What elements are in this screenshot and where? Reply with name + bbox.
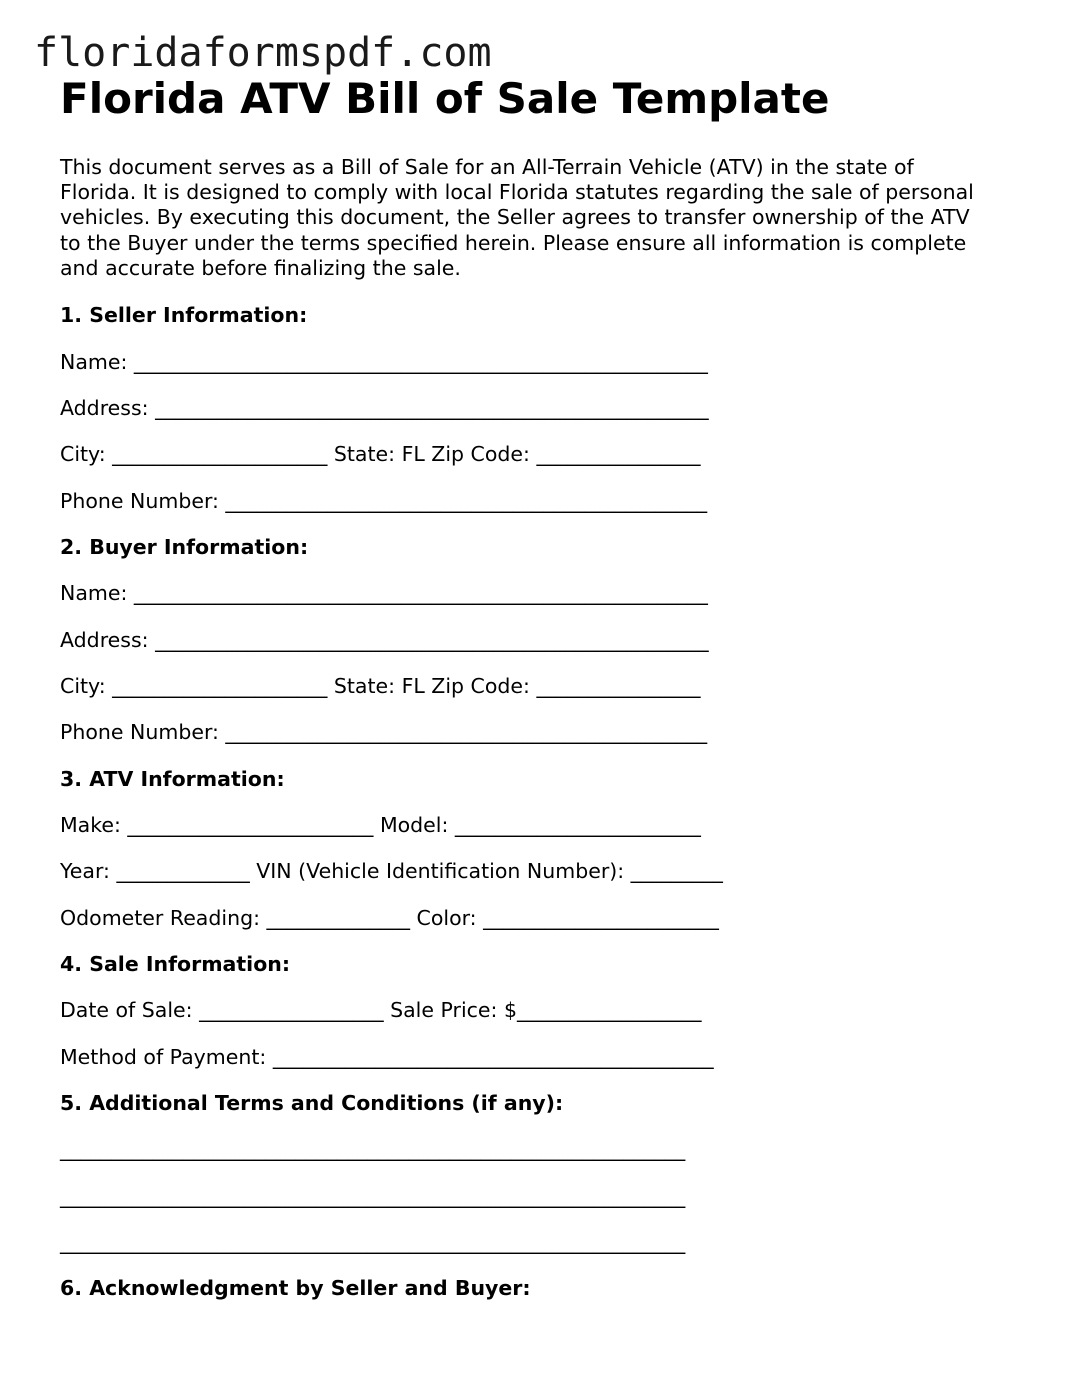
seller-phone-field[interactable]: Phone Number: _______________________________________________ (60, 489, 708, 513)
intro-line: This document serves as a Bill of Sale for an All-Terrain Vehicle (ATV) in the state of (60, 155, 914, 179)
atv-make-model-field[interactable]: Make: ________________________ Model: ________________________ (60, 813, 701, 837)
buyer-section-heading: 2. Buyer Information: (60, 535, 309, 559)
atv-section-heading: 3. ATV Information: (60, 767, 285, 791)
sale-section-heading: 4. Sale Information: (60, 952, 291, 976)
intro-line: and accurate before finalizing the sale. (60, 255, 461, 280)
buyer-city-state-zip-field[interactable]: City: _____________________ State: FL Zip Code: ________________ (60, 674, 701, 698)
seller-city-state-zip-field[interactable]: City: _____________________ State: FL Zip Code: ________________ (60, 442, 701, 466)
intro-line: to the Buyer under the terms specified herein. Please ensure all information is complete (60, 230, 967, 255)
buyer-phone-field[interactable]: Phone Number: _______________________________________________ (60, 720, 708, 744)
terms-blank-line[interactable]: _____________________________________________________________ (60, 1230, 686, 1254)
atv-year-vin-field[interactable]: Year: _____________ VIN (Vehicle Identification Number): _________ (60, 859, 723, 883)
intro-paragraph (60, 155, 1020, 281)
seller-address-field[interactable]: Address: ______________________________________________________ (60, 396, 709, 420)
page-title: Florida ATV Bill of Sale Template (60, 74, 830, 123)
terms-blank-line[interactable]: _____________________________________________________________ (60, 1137, 686, 1161)
buyer-name-field[interactable]: Name: ________________________________________________________ (60, 581, 708, 605)
sale-date-price-field[interactable]: Date of Sale: __________________ Sale Price: $__________________ (60, 998, 702, 1022)
terms-blank-line[interactable]: _____________________________________________________________ (60, 1184, 686, 1208)
seller-name-field[interactable]: Name: ________________________________________________________ (60, 350, 708, 374)
intro-line: Florida. It is designed to comply with local Florida statutes regarding the sale of personal (60, 180, 974, 205)
seller-section-heading: 1. Seller Information: (60, 303, 308, 327)
buyer-address-field[interactable]: Address: ______________________________________________________ (60, 628, 709, 652)
terms-section-heading: 5. Additional Terms and Conditions (if any): (60, 1091, 564, 1115)
acknowledgment-section-heading: 6. Acknowledgment by Seller and Buyer: (60, 1276, 531, 1300)
site-watermark: floridaformspdf.com (34, 30, 492, 76)
atv-odometer-color-field[interactable]: Odometer Reading: ______________ Color: _______________________ (60, 906, 719, 930)
sale-payment-method-field[interactable]: Method of Payment: ___________________________________________ (60, 1045, 714, 1069)
intro-line: vehicles. By executing this document, the Seller agrees to transfer ownership of the ATV (60, 205, 970, 230)
